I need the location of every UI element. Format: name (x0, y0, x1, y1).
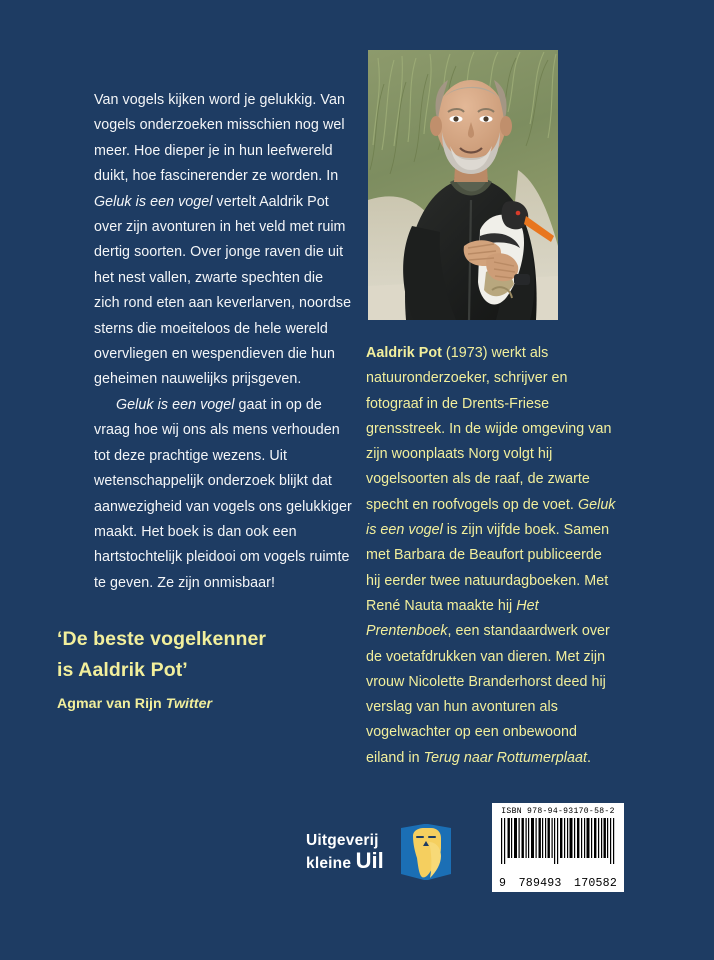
blurb-p1-part1: Van vogels kijken word je gelukkig. Van vogels onderzoeken misschien nog wel meer. Hoe dieper je in hun leefwereld duikt, hoe fascinerender ze worden. In (94, 92, 345, 185)
publisher-line-1: Uitgeverij (306, 832, 379, 849)
isbn-number: ISBN 978-94-93170-58-2 (501, 807, 615, 816)
blurb-p2-text: gaat in op de vraag hoe wij ons als mens verhouden tot deze prachtige wezens. Uit wetenschappelijk onderzoek blijkt dat aanwezigheid van vogels ons gelukkiger maakt. Het boek is dan ook een hartstochtelijk pleidooi om vogels ruimte te geven. Ze zijn onmisbaar! (94, 396, 352, 591)
barcode-digits (497, 877, 619, 890)
quote-source-name: Agmar van Rijn (57, 696, 166, 712)
bio-part-1: (1973) werkt als natuuronderzoeker, schrijver en fotograaf in de Drents-Friese grensstreek. In de wijde omgeving van zijn woonplaats Norg volgt hij vogelsoorten als de raaf, de zwarte specht en roofvogels op de voet. (366, 345, 612, 513)
blurb-p1-title: Geluk is een vogel (94, 193, 213, 210)
pull-quote (57, 624, 357, 686)
publisher-line-2-big: Uil (355, 848, 384, 874)
isbn-barcode (492, 803, 624, 892)
bio-title-2: Het Prentenboek (366, 597, 539, 640)
author-name: Aaldrik Pot (366, 345, 442, 361)
author-photo (368, 50, 558, 320)
bio-title-3: Terug naar Rottumerplaat (423, 749, 587, 766)
quote-source-outlet: Twitter (165, 696, 213, 712)
bio-title-1: Geluk is een vogel (366, 496, 616, 539)
barcode-bars (497, 818, 619, 877)
blurb-text (94, 88, 352, 596)
barcode-digit-group-1: 789493 (518, 877, 562, 890)
owl-icon (398, 822, 454, 884)
blurb-p1-part2: vertelt Aaldrik Pot over zijn avonturen in het veld met ruim dertig soorten. Over jonge raven die uit het nest vallen, zwarte spechten die zich rond eten aan keverlarven, noordse sterns die moeiteloos de hele wereld overvliegen en wespendieven die hun geheimen nauwelijks prijsgeven. (94, 193, 352, 388)
bio-part-3: , een standaardwerk over de voetafdrukken van dieren. Met zijn vrouw Nicolette Branderhorst deed hij verslag van hun avonturen als vogelwachter op een onbewoond eiland in (366, 623, 610, 766)
pull-quote-attribution (57, 696, 212, 712)
publisher-line-2 (306, 849, 384, 874)
blurb-paragraph-1 (94, 88, 352, 393)
barcode-digit-left: 9 (499, 877, 507, 890)
pull-quote-line-2: is Aaldrik Pot’ (57, 659, 188, 681)
pull-quote-line-1: ‘De beste vogelkenner (57, 628, 267, 650)
bio-part-2: is zijn vijfde boek. Samen met Barbara de Beaufort publiceerde hij eerder twee natuurdagboeken. Met René Nauta maakte hij (366, 522, 610, 614)
publisher-logo (306, 822, 454, 884)
blurb-p2-title: Geluk is een vogel (116, 396, 235, 413)
barcode-digit-group-2: 170582 (574, 877, 617, 890)
publisher-line-2-small: kleine (306, 855, 356, 873)
blurb-paragraph-2 (94, 393, 352, 596)
bio-part-4: . (587, 749, 592, 766)
author-bio (366, 341, 618, 771)
bio-paragraph (366, 341, 618, 771)
publisher-wordmark (306, 832, 384, 874)
